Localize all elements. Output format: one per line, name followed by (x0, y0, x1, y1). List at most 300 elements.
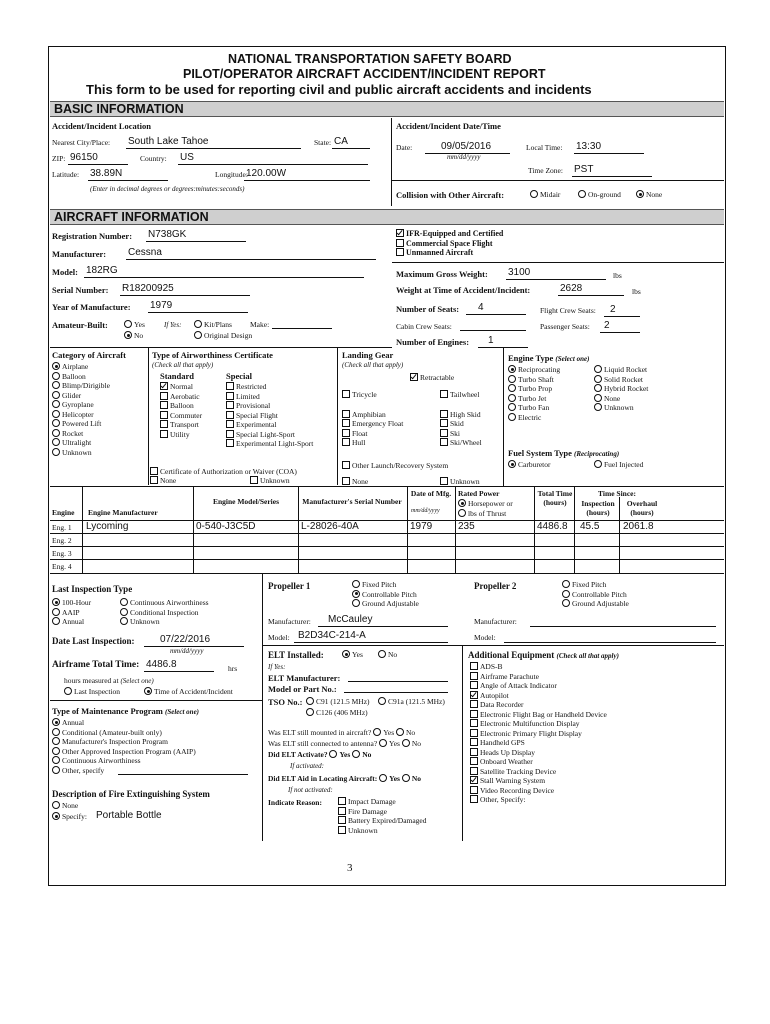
category-item[interactable] (52, 372, 110, 382)
additional-item[interactable] (470, 729, 607, 739)
landing-checkbox[interactable] (440, 429, 448, 437)
lg-none-item[interactable] (342, 477, 368, 486)
special-item[interactable] (226, 439, 313, 449)
original-design[interactable] (194, 331, 252, 340)
additional-item[interactable] (470, 710, 607, 720)
additional-checkbox[interactable] (470, 738, 478, 746)
last-insp-radio[interactable] (64, 687, 72, 695)
unmanned-item[interactable] (396, 248, 503, 258)
additional-item[interactable] (470, 776, 607, 786)
category-radio[interactable] (52, 381, 60, 389)
reg-field[interactable]: N738GK (148, 229, 187, 240)
none-radio[interactable] (636, 190, 644, 198)
additional-checkbox[interactable] (470, 700, 478, 708)
eng-row-1-model[interactable]: 0-540-J3C5D (196, 521, 256, 532)
additional-item[interactable] (470, 738, 607, 748)
last-insp-item[interactable] (64, 687, 120, 696)
standard-checkbox[interactable] (160, 430, 168, 438)
elt-q2-yes-radio[interactable] (379, 739, 387, 747)
propeller1-model-underline (294, 642, 448, 643)
landing-item[interactable] (440, 419, 482, 429)
fire-specify-radio[interactable] (52, 812, 60, 820)
additional-item[interactable] (470, 672, 607, 682)
landing-checkbox[interactable] (440, 438, 448, 446)
lg-none-checkbox[interactable] (342, 477, 350, 485)
lon-field[interactable]: 120.00W (246, 168, 287, 179)
engine-type-radio[interactable] (594, 384, 602, 392)
landing-item[interactable] (440, 438, 482, 448)
inspection-radio[interactable] (120, 608, 128, 616)
propeller1-item[interactable] (352, 590, 419, 600)
eng-row-1-insp[interactable]: 45.5 (580, 521, 600, 532)
propeller2-item[interactable] (562, 590, 629, 600)
maintenance-item[interactable] (52, 737, 196, 747)
category-radio[interactable] (52, 438, 60, 446)
inspection-radio[interactable] (120, 617, 128, 625)
ifr-checkbox[interactable] (396, 229, 404, 237)
engine-type-item[interactable] (508, 384, 560, 394)
category-item[interactable] (52, 448, 110, 458)
tso-c91a-label: C91a (121.5 MHz) (388, 697, 445, 706)
amateur-yes-radio[interactable] (124, 320, 132, 328)
additional-checkbox[interactable] (470, 786, 478, 794)
special-item[interactable] (226, 430, 313, 440)
amateur-yes[interactable] (124, 320, 145, 329)
fuel-injected-radio[interactable] (594, 460, 602, 468)
propeller1-mfr-field[interactable]: McCauley (328, 614, 373, 625)
engine-type-radio[interactable] (594, 403, 602, 411)
last-insp-date-field[interactable]: 07/22/2016 (160, 634, 211, 645)
additional-checkbox[interactable] (470, 757, 478, 765)
additional-item[interactable] (470, 795, 607, 805)
propeller2-item[interactable] (562, 580, 629, 590)
elt-q1-yes-radio[interactable] (373, 728, 381, 736)
maintenance-radio[interactable] (52, 728, 60, 736)
fire-specify-label: Specify: (62, 812, 87, 821)
aw-none-checkbox[interactable] (150, 476, 158, 484)
category-item[interactable] (52, 391, 110, 401)
landing-checkbox[interactable] (342, 429, 350, 437)
engine-type-radio[interactable] (508, 365, 516, 373)
inspection-radio[interactable] (52, 598, 60, 606)
maintenance-radio[interactable] (52, 747, 60, 755)
mfr-field[interactable]: Cessna (128, 247, 162, 258)
category-radio[interactable] (52, 429, 60, 437)
eng-row-1-ovhl[interactable]: 2061.8 (623, 521, 654, 532)
engine-type-item[interactable] (508, 403, 560, 413)
inspection-item[interactable] (120, 598, 209, 608)
category-radio[interactable] (52, 362, 60, 370)
inspection-radio[interactable] (52, 608, 60, 616)
category-item[interactable] (52, 400, 110, 410)
engine-type-radio[interactable] (594, 394, 602, 402)
collision-midair[interactable] (530, 190, 560, 199)
additional-item[interactable] (470, 767, 607, 777)
elt-no-item[interactable] (378, 650, 397, 659)
propeller1-label: Ground Adjustable (362, 599, 419, 608)
midair-radio[interactable] (530, 190, 538, 198)
engine-type-radio[interactable] (508, 403, 516, 411)
additional-list (470, 662, 607, 805)
maintenance-label: Annual (62, 718, 85, 727)
elt-yes-radio[interactable] (342, 650, 350, 658)
category-radio[interactable] (52, 419, 60, 427)
kit-plans[interactable] (194, 320, 232, 329)
additional-item[interactable] (470, 681, 607, 691)
propeller2-radio[interactable] (562, 599, 570, 607)
landing-item[interactable] (342, 390, 403, 400)
engine-type-col-2 (594, 365, 648, 413)
on-ground-radio[interactable] (578, 190, 586, 198)
engine-type-item[interactable] (508, 375, 560, 385)
tso-c126-radio[interactable] (306, 708, 314, 716)
inspection-item[interactable] (52, 598, 91, 608)
retractable-item[interactable] (410, 373, 454, 382)
eng-hp[interactable] (458, 499, 513, 508)
engine-type-item[interactable] (508, 365, 560, 375)
date-field[interactable]: 09/05/2016 (441, 141, 492, 152)
inspection-item[interactable] (120, 617, 209, 627)
additional-label: Video Recording Device (480, 785, 555, 795)
basic-info-title: BASIC INFORMATION (54, 102, 184, 116)
eng-row-1-mfr[interactable]: Lycoming (86, 521, 129, 532)
additional-item[interactable] (470, 662, 607, 672)
additional-checkbox[interactable] (470, 776, 478, 784)
elt-q4-yes-radio[interactable] (379, 774, 387, 782)
city-field[interactable]: South Lake Tahoe (128, 136, 209, 147)
tso-c91a-radio[interactable] (378, 697, 386, 705)
landing-item-label: Tailwheel (450, 390, 480, 399)
additional-checkbox[interactable] (470, 729, 478, 737)
additional-item[interactable] (470, 719, 607, 729)
maintenance-radio[interactable] (52, 766, 60, 774)
special-checkbox[interactable] (226, 392, 234, 400)
maintenance-radio[interactable] (52, 756, 60, 764)
landing-spacer (440, 400, 482, 410)
engine-type-item[interactable] (594, 365, 648, 375)
aw-none-item[interactable] (150, 476, 176, 485)
maintenance-item[interactable] (52, 747, 196, 757)
additional-checkbox[interactable] (470, 710, 478, 718)
additional-checkbox[interactable] (470, 767, 478, 775)
category-radio[interactable] (52, 410, 60, 418)
standard-checkbox[interactable] (160, 411, 168, 419)
standard-checkbox[interactable] (160, 382, 168, 390)
elt-q1-no-radio[interactable] (396, 728, 404, 736)
maintenance-item[interactable] (52, 728, 196, 738)
landing-checkbox[interactable] (440, 419, 448, 427)
inspection-item[interactable] (120, 608, 209, 618)
additional-label: Angle of Attack Indicator (480, 681, 557, 690)
maintenance-label: Conditional (Amateur-built only) (62, 727, 162, 737)
time-of-acc-radio[interactable] (144, 687, 152, 695)
category-radio[interactable] (52, 400, 60, 408)
engines-field[interactable]: 1 (488, 335, 494, 346)
landing-item[interactable] (342, 438, 403, 448)
engine-type-radio[interactable] (508, 375, 516, 383)
propeller1-model-field[interactable]: B2D34C-214-A (298, 630, 366, 641)
category-list (52, 362, 110, 457)
lg-none-label: None (352, 477, 369, 486)
other-launch-item[interactable] (342, 461, 448, 470)
standard-item[interactable] (160, 392, 202, 402)
special-item[interactable] (226, 392, 313, 402)
landing-checkbox[interactable] (342, 438, 350, 446)
standard-item[interactable] (160, 430, 202, 440)
retractable-checkbox[interactable] (410, 373, 418, 381)
engine-type-radio[interactable] (594, 365, 602, 373)
maintenance-item[interactable] (52, 756, 196, 766)
engine-type-item[interactable] (594, 384, 648, 394)
maintenance-radio[interactable] (52, 718, 60, 726)
additional-checkbox[interactable] (470, 672, 478, 680)
engine-type-item[interactable] (508, 413, 560, 423)
eng-row-1-serial[interactable]: L-28026-40A (301, 521, 359, 532)
propeller1-radio[interactable] (352, 580, 360, 588)
landing-item[interactable] (342, 429, 403, 439)
eng-thrust[interactable] (458, 509, 506, 518)
engine-type-item[interactable] (594, 375, 648, 385)
propeller2-radio[interactable] (562, 580, 570, 588)
local-time-field[interactable]: 13:30 (576, 141, 602, 152)
tso-c91a-item[interactable] (378, 697, 445, 706)
category-item[interactable] (52, 438, 110, 448)
maintenance-item[interactable] (52, 718, 196, 728)
elt-q4-no-radio[interactable] (402, 774, 410, 782)
state-field[interactable]: CA (334, 136, 348, 147)
landing-checkbox[interactable] (440, 390, 448, 398)
landing-item[interactable] (440, 410, 482, 420)
landing-item[interactable] (342, 419, 403, 429)
kit-radio[interactable] (194, 320, 202, 328)
elt-mfr-label: ELT Manufacturer: (268, 673, 341, 683)
cabin-crew-underline (460, 330, 526, 331)
landing-checkbox[interactable] (440, 410, 448, 418)
original-radio[interactable] (194, 331, 202, 339)
tso-c126-item[interactable] (306, 708, 368, 717)
elt-q3-no-radio[interactable] (352, 750, 360, 758)
carburetor-radio[interactable] (508, 460, 516, 468)
landing-checkbox[interactable] (342, 410, 350, 418)
additional-checkbox[interactable] (470, 662, 478, 670)
additional-checkbox[interactable] (470, 795, 478, 803)
elt-reason-item[interactable] (338, 797, 427, 807)
eng-col-serial: Manufacturer's Serial Number (302, 497, 402, 506)
special-item-label: Experimental Light-Sport (236, 439, 314, 448)
engine-type-radio[interactable] (508, 384, 516, 392)
category-radio[interactable] (52, 372, 60, 380)
propeller2-radio[interactable] (562, 590, 570, 598)
elt-q3-yes-radio[interactable] (329, 750, 337, 758)
ifr-item[interactable] (396, 229, 503, 239)
acc-weight-field[interactable]: 2628 (560, 283, 583, 294)
fuel-heading (508, 448, 619, 458)
midair-label: Midair (540, 190, 561, 199)
category-item[interactable] (52, 429, 110, 439)
landing-item[interactable] (342, 410, 403, 420)
standard-item[interactable] (160, 401, 202, 411)
standard-item[interactable] (160, 420, 202, 430)
elt-no-radio[interactable] (378, 650, 386, 658)
fuel-injected-item[interactable] (594, 460, 643, 469)
amateur-no-radio[interactable] (124, 331, 132, 339)
serial-field[interactable]: R18200925 (122, 283, 174, 294)
inspection-item[interactable] (52, 617, 91, 627)
category-radio[interactable] (52, 448, 60, 456)
elt-reason-checkbox[interactable] (338, 816, 346, 824)
landing-item-label: Tricycle (352, 390, 377, 399)
aw-unknown-checkbox[interactable] (250, 476, 258, 484)
commercial-space-item[interactable] (396, 239, 503, 249)
elt-reason-item[interactable] (338, 807, 427, 817)
other-launch-checkbox[interactable] (342, 461, 350, 469)
max-weight-field[interactable]: 3100 (508, 267, 531, 278)
category-label: Balloon (62, 371, 86, 381)
landing-item[interactable] (440, 390, 482, 400)
category-label: Blimp/Dirigible (62, 381, 110, 390)
additional-label: Satellite Tracking Device (480, 766, 557, 776)
time-of-acc-item[interactable] (144, 687, 233, 696)
elt-reason-item[interactable] (338, 826, 427, 836)
propeller2-model-underline (504, 642, 716, 643)
model-field[interactable]: 182RG (86, 265, 118, 276)
flight-crew-underline (604, 316, 640, 317)
standard-checkbox[interactable] (160, 392, 168, 400)
engine-type-radio[interactable] (508, 413, 516, 421)
tso-c91-item[interactable] (306, 697, 370, 706)
additional-item[interactable] (470, 700, 607, 710)
aw-unknown-item[interactable] (250, 476, 290, 485)
passenger-field[interactable]: 2 (604, 320, 610, 331)
landing-checkbox[interactable] (342, 419, 350, 427)
commercial-space-checkbox[interactable] (396, 239, 404, 247)
inspection-radio[interactable] (52, 617, 60, 625)
eng-row-1-power[interactable]: 235 (458, 521, 475, 532)
category-label: Powered Lift (62, 419, 102, 428)
landing-checkbox[interactable] (342, 390, 350, 398)
collision-on-ground[interactable] (578, 190, 621, 199)
additional-item[interactable] (470, 786, 607, 796)
engine-type-item[interactable] (594, 394, 648, 404)
elt-q2-no-radio[interactable] (402, 739, 410, 747)
additional-checkbox[interactable] (470, 719, 478, 727)
hp-radio[interactable] (458, 499, 466, 507)
unmanned-checkbox[interactable] (396, 248, 404, 256)
elt-reason-item[interactable] (338, 816, 427, 826)
category-item[interactable] (52, 362, 110, 372)
additional-checkbox[interactable] (470, 748, 478, 756)
aw-unknown-label: Unknown (260, 476, 290, 485)
special-checkbox[interactable] (226, 430, 234, 438)
mfr-label: Manufacturer: (52, 249, 107, 259)
special-checkbox[interactable] (226, 420, 234, 428)
year-field[interactable]: 1979 (150, 300, 173, 311)
elt-reason-checkbox[interactable] (338, 797, 346, 805)
carburetor-item[interactable] (508, 460, 551, 469)
engine-type-radio[interactable] (594, 375, 602, 383)
elt-yes-item[interactable] (342, 650, 363, 659)
special-item-label: Restricted (236, 382, 267, 391)
additional-checkbox[interactable] (470, 681, 478, 689)
standard-item[interactable] (160, 382, 202, 392)
tso-c91-radio[interactable] (306, 697, 314, 705)
category-item[interactable] (52, 381, 110, 391)
additional-checkbox[interactable] (470, 691, 478, 699)
coa-item[interactable] (150, 467, 297, 476)
inspection-heading: Last Inspection Type (52, 584, 133, 594)
special-checkbox[interactable] (226, 401, 234, 409)
elt-q3 (268, 750, 371, 759)
zip-field[interactable]: 96150 (70, 152, 98, 163)
propeller1-item[interactable] (352, 580, 419, 590)
thrust-radio[interactable] (458, 509, 466, 517)
propeller2-item[interactable] (562, 599, 629, 609)
amateur-no[interactable] (124, 331, 143, 340)
standard-checkbox[interactable] (160, 401, 168, 409)
engine-type-radio[interactable] (508, 394, 516, 402)
inspection-radio[interactable] (120, 598, 128, 606)
additional-item[interactable] (470, 748, 607, 758)
special-checkbox[interactable] (226, 411, 234, 419)
elt-reason-checkbox[interactable] (338, 807, 346, 815)
engine-col-rule (193, 486, 194, 573)
eng-row-1-total[interactable]: 4486.8 (537, 521, 568, 532)
elt-mfr-underline (348, 681, 448, 682)
propeller1-radio[interactable] (352, 599, 360, 607)
special-item[interactable] (226, 420, 313, 430)
maintenance-radio[interactable] (52, 737, 60, 745)
standard-item[interactable] (160, 411, 202, 421)
lg-unknown-checkbox[interactable] (440, 477, 448, 485)
special-item[interactable] (226, 401, 313, 411)
propeller1-mfr-underline (318, 626, 448, 627)
eng-row-1-date[interactable]: 1979 (410, 521, 433, 532)
special-checkbox[interactable] (226, 439, 234, 447)
coa-checkbox[interactable] (150, 467, 158, 475)
special-item[interactable] (226, 382, 313, 392)
category-item[interactable] (52, 419, 110, 429)
flight-crew-field[interactable]: 2 (610, 304, 616, 315)
seats-field[interactable]: 4 (478, 302, 484, 313)
standard-checkbox[interactable] (160, 420, 168, 428)
inspection-item[interactable] (52, 608, 91, 618)
propeller1-radio[interactable] (352, 590, 360, 598)
special-item[interactable] (226, 411, 313, 421)
engine-type-item[interactable] (594, 403, 648, 413)
lg-unknown-item[interactable] (440, 477, 480, 486)
elt-reason-checkbox[interactable] (338, 826, 346, 834)
category-radio[interactable] (52, 391, 60, 399)
additional-item[interactable] (470, 757, 607, 767)
additional-item[interactable] (470, 691, 607, 701)
fire-specify-field[interactable]: Portable Bottle (96, 810, 162, 821)
airframe-field[interactable]: 4486.8 (146, 659, 177, 670)
fire-none-item[interactable] (52, 801, 78, 810)
special-checkbox[interactable] (226, 382, 234, 390)
fire-specify-item[interactable] (52, 812, 87, 821)
category-item[interactable] (52, 410, 110, 420)
additional-label: Data Recorder (480, 700, 524, 709)
lat-field[interactable]: 38.89N (90, 168, 123, 179)
collision-none[interactable] (636, 190, 662, 199)
engine-type-item[interactable] (508, 394, 560, 404)
eng-col-engine: Engine (52, 508, 75, 517)
tz-field[interactable]: PST (574, 164, 594, 175)
country-field[interactable]: US (180, 152, 194, 163)
fire-none-radio[interactable] (52, 801, 60, 809)
propeller1-item[interactable] (352, 599, 419, 609)
landing-item[interactable] (440, 429, 482, 439)
